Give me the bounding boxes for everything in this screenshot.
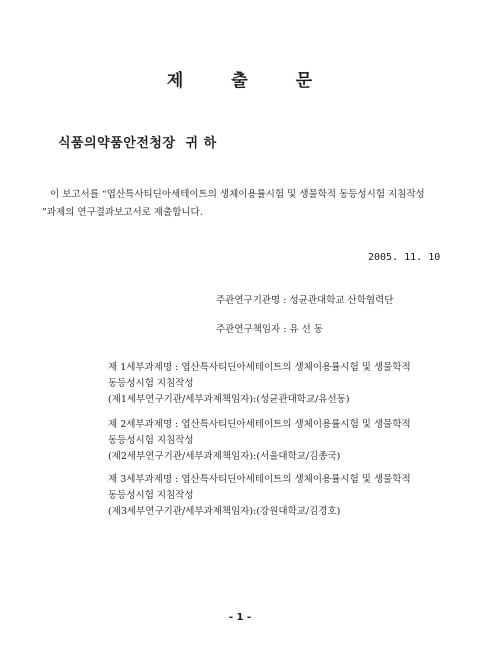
recipient-line bbox=[58, 132, 217, 151]
title-char-1: 제 bbox=[166, 71, 185, 91]
subproject-3-title-cont: 동등성시험 지침작성 bbox=[108, 490, 194, 501]
body-text-line-2: ”과제의 연구결과보고서로 제출합니다. bbox=[42, 207, 203, 218]
subproject-3-responsible: (제3세부연구기관/세부과제책임자):(강원대학교/김경호) bbox=[108, 506, 341, 517]
body-text-line-1: 이 보고서를 “엽산특사티딘아세테이트의 생체이용률시험 및 생물학적 동등성시험 지침작성 bbox=[50, 189, 425, 200]
subproject-2 bbox=[108, 417, 411, 465]
lead-organization: 주관연구기관명 : 성균관대학교 산학협력단 bbox=[216, 295, 394, 306]
subproject-3 bbox=[108, 472, 411, 520]
title-char-3: 문 bbox=[295, 71, 314, 91]
subproject-1 bbox=[108, 360, 411, 408]
page-number: - 1 - bbox=[228, 612, 252, 623]
submission-date: 2005. 11. 10 bbox=[368, 252, 441, 263]
subproject-3-title: 제 3세부과제명 : 엽산특사티딘아세테이트의 생체이용률시험 및 생물학적 bbox=[108, 474, 411, 485]
recipient-honorific: 귀 하 bbox=[185, 136, 217, 151]
lead-researcher: 주관연구책임자 : 유 선 동 bbox=[216, 324, 324, 335]
title-char-2: 출 bbox=[231, 71, 249, 91]
subproject-1-responsible: (제1세부연구기관/세부과제책임자):(성균관대학교/유선동) bbox=[108, 394, 350, 405]
page-title bbox=[0, 66, 480, 91]
recipient-name: 식품의약품안전청장 bbox=[58, 136, 176, 151]
subproject-1-title: 제 1세부과제명 : 엽산특사티딘아세테이트의 생체이용률시험 및 생물학적 bbox=[108, 362, 411, 373]
subproject-2-title-cont: 동등성시험 지침작성 bbox=[108, 435, 194, 446]
subproject-2-title: 제 2세부과제명 : 엽산특사티딘아세테이트의 생체이용률시험 및 생물학적 bbox=[108, 419, 411, 430]
subproject-2-responsible: (제2세부연구기관/세부과제책임자):(서울대학교/김종국) bbox=[108, 451, 341, 462]
subproject-1-title-cont: 동등성시험 지침작성 bbox=[108, 378, 194, 389]
